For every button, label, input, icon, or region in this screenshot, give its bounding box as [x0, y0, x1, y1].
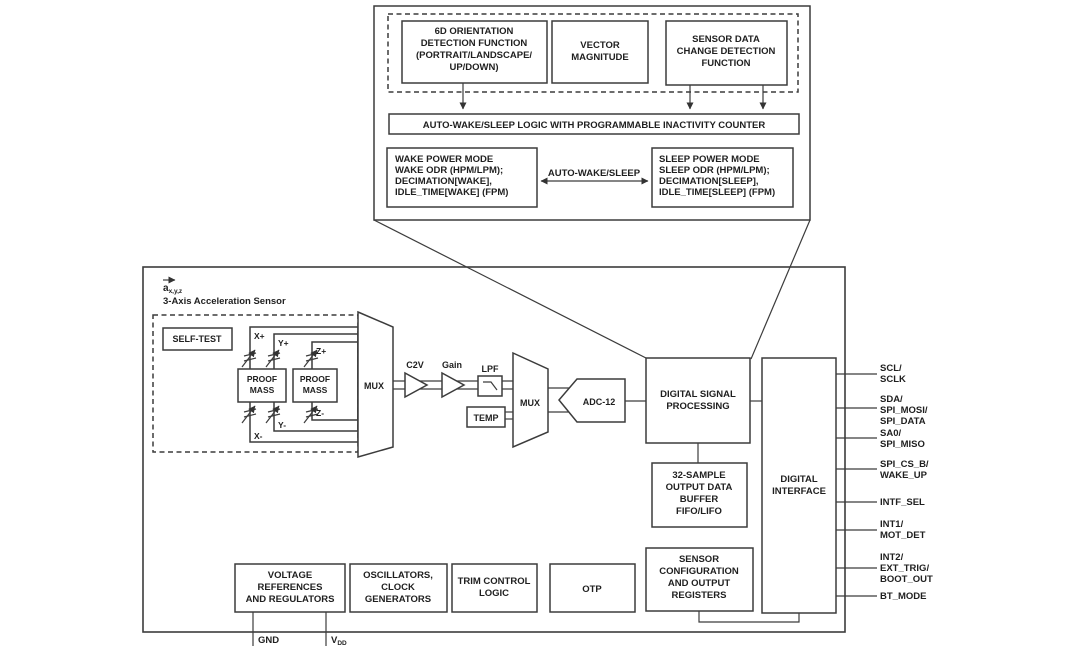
- mux1-label: MUX: [364, 381, 384, 391]
- pin-label: SCL/: [880, 363, 902, 374]
- lpf-label: LPF: [481, 364, 499, 374]
- dsp-line: PROCESSING: [666, 401, 730, 412]
- voltage-references-box: [235, 564, 345, 612]
- trim-control-box: [452, 564, 537, 612]
- oscillators-line: OSCILLATORS,: [363, 570, 433, 581]
- oscillators-box: [350, 564, 447, 612]
- buffer-line: 32-SAMPLE: [672, 470, 726, 481]
- dsp-line: DIGITAL SIGNAL: [660, 389, 736, 400]
- config-line: CONFIGURATION: [659, 566, 739, 577]
- proof-mass-line: MASS: [249, 385, 275, 395]
- mux2-label: MUX: [520, 398, 540, 408]
- variable-capacitor-icon: [266, 350, 280, 367]
- proof-mass-line: PROOF: [246, 374, 278, 384]
- electrode-label-x-minus: X-: [254, 431, 263, 441]
- digital-section: [646, 358, 836, 622]
- orientation-line: DETECTION FUNCTION: [420, 38, 528, 49]
- wake-line: DECIMATION[WAKE],: [395, 176, 492, 187]
- variable-capacitor-icon: [242, 406, 256, 423]
- buffer-line: FIFO/LIFO: [676, 506, 722, 517]
- buffer-line: OUTPUT DATA: [665, 482, 733, 493]
- temp-sensor-block: [467, 407, 505, 427]
- pin-label: SPI_MOSI/: [880, 405, 928, 416]
- sleep-power-mode-box: [652, 148, 793, 207]
- pin-label: EXT_TRIG/: [880, 563, 930, 574]
- pin-label: SPI_MISO: [880, 439, 925, 450]
- electrode-label-y-plus: Y+: [278, 338, 289, 348]
- sleep-line: SLEEP ODR (HPM/LPM);: [659, 165, 770, 176]
- dsp-box: [646, 358, 750, 443]
- wake-line: WAKE POWER MODE: [395, 154, 494, 165]
- sensor-change-line: SENSOR DATA: [692, 34, 760, 45]
- temp-label: TEMP: [473, 413, 499, 423]
- sleep-line: DECIMATION[SLEEP],: [659, 176, 759, 187]
- self-test-box: [163, 328, 232, 350]
- acceleration-sensor-section: [153, 280, 358, 452]
- aws-logic-box: [389, 114, 799, 134]
- orientation-line: (PORTRAIT/LANDSCAPE/: [415, 50, 533, 61]
- variable-capacitor-icon: [242, 350, 256, 367]
- pin-label: WAKE_UP: [880, 470, 927, 481]
- electrode-label-x-plus: X+: [254, 331, 265, 341]
- orientation-detection-box: [402, 21, 547, 83]
- self-test-label: SELF-TEST: [172, 334, 222, 344]
- voltage-line: REFERENCES: [257, 582, 323, 593]
- wake-power-mode-box: [387, 148, 537, 207]
- pin-label: SPI_DATA: [880, 416, 926, 427]
- accel-vector-symbol: $a_{x,y,z}$: [163, 283, 183, 295]
- otp-label: OTP: [582, 584, 602, 595]
- pin-label: INTF_SEL: [880, 497, 925, 508]
- sleep-line: SLEEP POWER MODE: [659, 154, 760, 165]
- pin-label: INT1/: [880, 519, 904, 530]
- sensor-change-line: FUNCTION: [701, 58, 751, 69]
- config-line: AND OUTPUT: [667, 578, 731, 589]
- c2v-label: C2V: [406, 360, 424, 370]
- adc-block: [559, 379, 625, 422]
- digital-interface-box: [762, 358, 836, 613]
- config-line: SENSOR: [678, 554, 720, 565]
- orientation-line: 6D ORIENTATION: [434, 26, 514, 37]
- dsp-detail-callout: [374, 6, 810, 220]
- sleep-line: IDLE_TIME[SLEEP] (FPM): [659, 187, 776, 198]
- vector-line: MAGNITUDE: [571, 52, 629, 63]
- mux1-block: [358, 312, 393, 457]
- digital-interface-line: DIGITAL: [780, 474, 818, 485]
- pin-section: [836, 363, 933, 602]
- trim-line: TRIM CONTROL: [457, 576, 531, 587]
- callout-leader-left: [374, 220, 646, 358]
- pin-label: SDA/: [880, 394, 903, 405]
- vector-line: VECTOR: [580, 40, 620, 51]
- digital-interface-line: INTERFACE: [772, 486, 826, 497]
- gnd-label: GND: [258, 635, 280, 646]
- wake-line: WAKE ODR (HPM/LPM);: [395, 165, 504, 176]
- voltage-line: AND REGULATORS: [245, 594, 335, 605]
- support-section: [235, 564, 635, 647]
- pin-label: SCLK: [880, 374, 906, 385]
- orientation-line: UP/DOWN): [449, 62, 499, 73]
- electrode-label-z-minus: Z-: [316, 408, 325, 418]
- sensor-config-box: [646, 548, 753, 611]
- oscillators-line: GENERATORS: [364, 594, 432, 605]
- proof-mass-box-left: [238, 369, 286, 402]
- trim-line: LOGIC: [478, 588, 510, 599]
- otp-box: [550, 564, 635, 612]
- proof-mass-line: PROOF: [299, 374, 331, 384]
- gain-label: Gain: [441, 360, 463, 370]
- proof-mass-line: MASS: [302, 385, 328, 395]
- callout-leader-right: [751, 220, 810, 359]
- aws-logic-label: AUTO-WAKE/SLEEP LOGIC WITH PROGRAMMABLE INACTIVITY COUNTER: [422, 120, 766, 131]
- sensor-data-change-box: [666, 21, 787, 85]
- config-line: REGISTERS: [671, 590, 727, 601]
- auto-wake-sleep-arrow-label: AUTO-WAKE/SLEEP: [547, 168, 641, 179]
- sensor-change-line: CHANGE DETECTION: [676, 46, 776, 57]
- buffer-line: BUFFER: [679, 494, 719, 505]
- sensor-section-title: 3-Axis Acceleration Sensor: [163, 296, 286, 307]
- electrode-label-y-minus: Y-: [278, 420, 287, 430]
- oscillators-line: CLOCK: [381, 582, 415, 593]
- voltage-line: VOLTAGE: [267, 570, 313, 581]
- pin-label: SPI_CS_B/: [880, 459, 929, 470]
- lpf-block: [478, 364, 502, 396]
- mux2-block: [513, 353, 548, 447]
- gain-amplifier: [442, 360, 464, 397]
- electrode-label-z-plus: Z+: [316, 346, 327, 356]
- analog-signal-chain: [358, 312, 646, 457]
- vdd-label: $V_{DD}$: [331, 635, 347, 647]
- wake-line: IDLE_TIME[WAKE] (FPM): [395, 187, 509, 198]
- output-buffer-box: [652, 463, 747, 527]
- vector-magnitude-box: [552, 21, 648, 83]
- pin-label: BOOT_OUT: [880, 574, 933, 585]
- proof-mass-box-right: [293, 369, 337, 402]
- pin-label: BT_MODE: [880, 591, 927, 602]
- pin-label: MOT_DET: [880, 530, 926, 541]
- pin-label: SA0/: [880, 428, 902, 439]
- adc-label: ADC-12: [582, 397, 616, 407]
- c2v-amplifier: [405, 360, 427, 397]
- pin-label: INT2/: [880, 552, 904, 563]
